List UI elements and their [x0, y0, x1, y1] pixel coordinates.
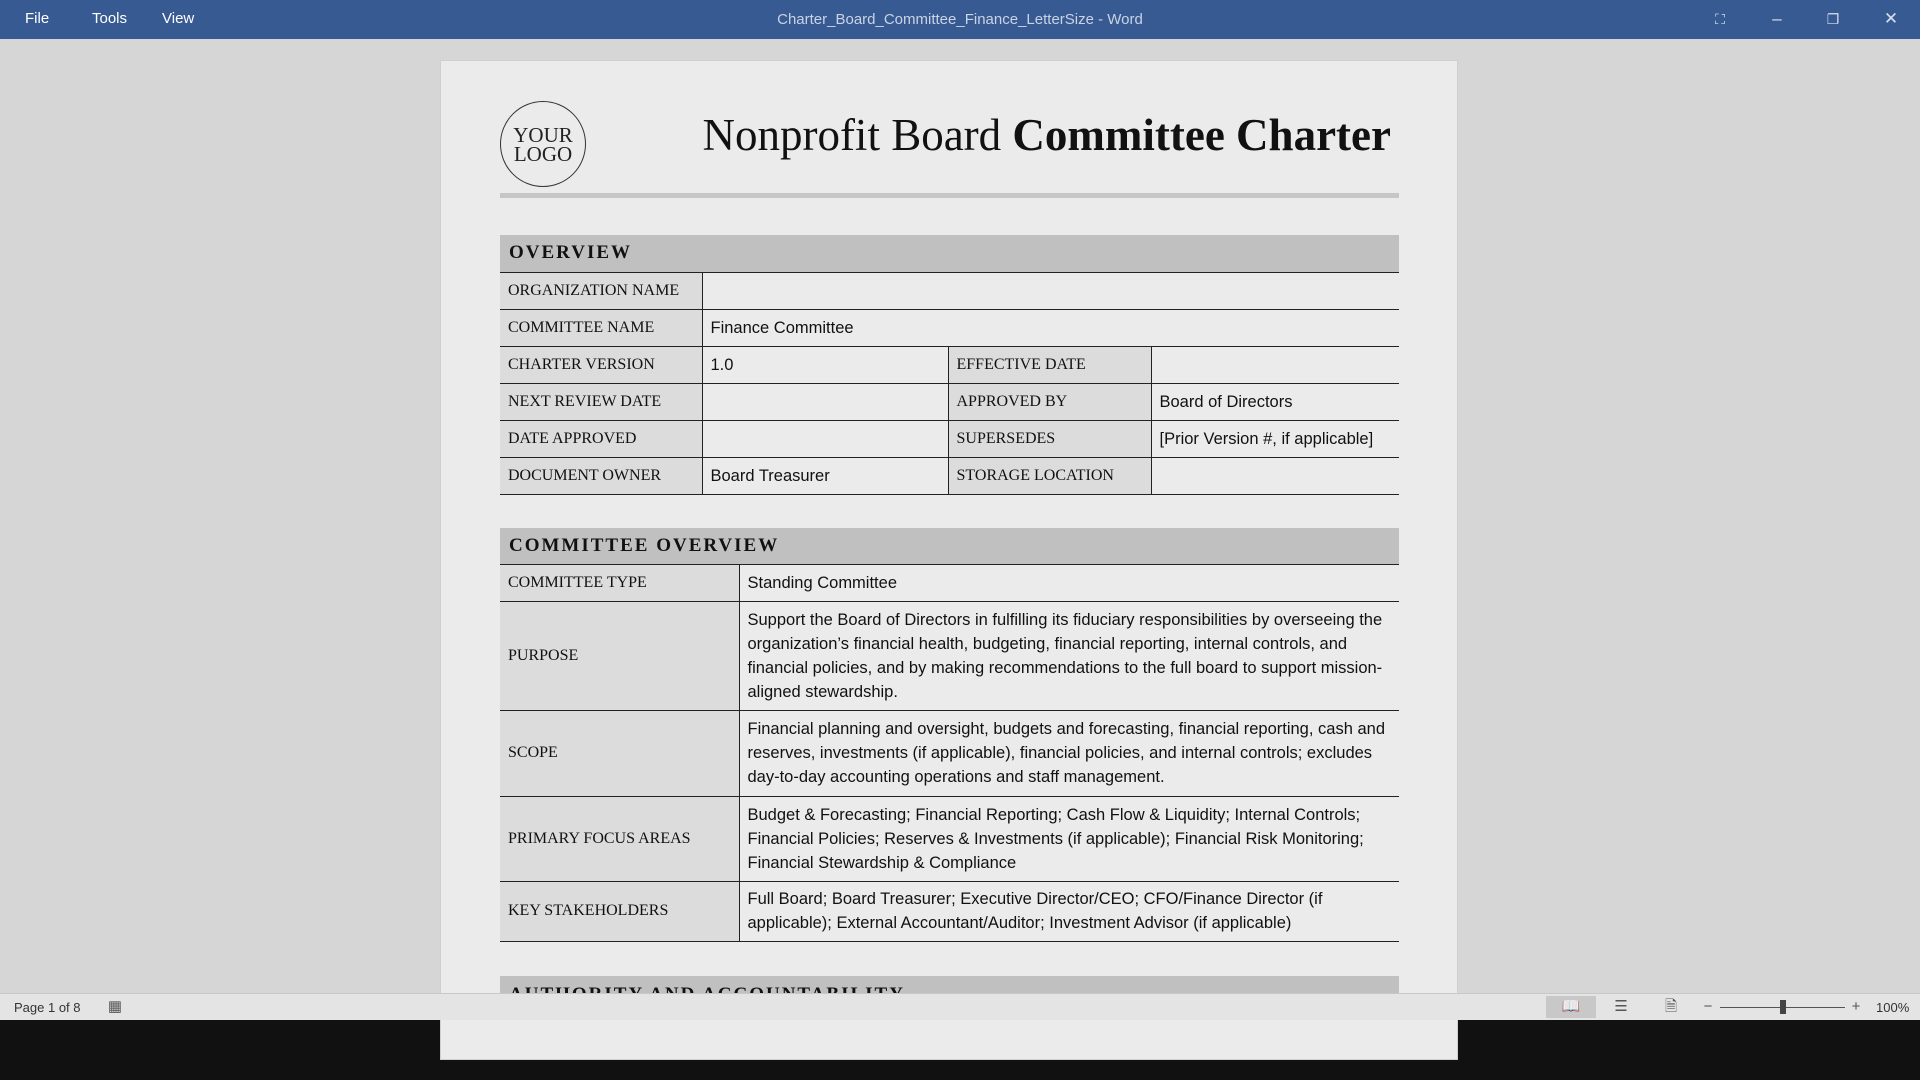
effective-date-label: EFFECTIVE DATE — [948, 346, 1151, 383]
menu-tools[interactable]: Tools — [92, 10, 128, 27]
committee-overview-table — [500, 528, 1399, 942]
storage-location-label: STORAGE LOCATION — [948, 457, 1151, 494]
focus-areas-label: PRIMARY FOCUS AREAS — [500, 796, 739, 881]
committee-overview-heading: COMMITTEE OVERVIEW — [500, 528, 1399, 564]
zoom-out-icon[interactable]: − — [1703, 998, 1713, 1015]
status-bar — [0, 993, 1920, 1020]
document-owner-field[interactable]: Board Treasurer — [702, 457, 948, 494]
next-review-label: NEXT REVIEW DATE — [500, 383, 702, 420]
fullscreen-icon[interactable]: ⛶ — [1715, 11, 1725, 27]
storage-location-field[interactable] — [1151, 457, 1399, 494]
date-approved-field[interactable] — [702, 420, 948, 457]
minimize-icon[interactable]: – — [1772, 9, 1782, 28]
read-mode-icon[interactable]: 📖 — [1546, 996, 1596, 1018]
stakeholders-label: KEY STAKEHOLDERS — [500, 881, 739, 941]
purpose-field[interactable]: Support the Board of Directors in fulfilling its fiduciary responsibilities by overseeing the organization’s financial health, budgeting, financial reporting, internal controls, and financial policies, and by making recommendations to the full board to support mission-aligned stewardship. — [739, 601, 1399, 710]
print-layout-icon[interactable]: ☰ — [1614, 998, 1628, 1015]
org-name-label: ORGANIZATION NAME — [500, 272, 702, 309]
logo-text-line: YOUR — [513, 123, 573, 147]
document-workspace[interactable] — [0, 39, 1920, 993]
menu-view[interactable]: View — [162, 10, 195, 27]
logo-placeholder — [500, 101, 586, 187]
menu-file[interactable]: File — [25, 10, 50, 27]
committee-name-field[interactable]: Finance Committee — [702, 309, 1399, 346]
close-icon[interactable]: ✕ — [1883, 9, 1899, 28]
zoom-level[interactable]: 100% — [1876, 1000, 1910, 1015]
title-bar — [0, 0, 1920, 39]
effective-date-field[interactable] — [1151, 346, 1399, 383]
restore-icon[interactable]: ❐ — [1826, 11, 1840, 27]
approved-by-label: APPROVED BY — [948, 383, 1151, 420]
document-page[interactable] — [440, 60, 1458, 1060]
next-review-field[interactable] — [702, 383, 948, 420]
web-layout-icon[interactable]: 🗎 — [1664, 998, 1678, 1015]
committee-name-label: COMMITTEE NAME — [500, 309, 702, 346]
supersedes-field[interactable]: [Prior Version #, if applicable] — [1151, 420, 1399, 457]
overview-heading: OVERVIEW — [500, 235, 1399, 272]
supersedes-label: SUPERSEDES — [948, 420, 1151, 457]
purpose-label: PURPOSE — [500, 601, 739, 710]
scope-label: SCOPE — [500, 710, 739, 796]
window-title: Charter_Board_Committee_Finance_LetterSize - Word — [777, 11, 1143, 28]
focus-areas-field[interactable]: Budget & Forecasting; Financial Reporting; Cash Flow & Liquidity; Internal Controls; Financial Policies; Reserves & Investments (if applicable); Financial Risk Monitoring; Financial Stewardship & Compliance — [739, 796, 1399, 881]
committee-type-label: COMMITTEE TYPE — [500, 564, 739, 601]
stakeholders-field[interactable]: Full Board; Board Treasurer; Executive Director/CEO; CFO/Finance Director (if applicable); External Accountant/Auditor; Investment Advisor (if applicable) — [739, 881, 1399, 941]
logo-text-line: LOGO — [513, 142, 573, 166]
document-title — [702, 109, 1391, 161]
org-name-field[interactable] — [702, 272, 1399, 309]
title-regular: Nonprofit Board — [702, 110, 1013, 160]
committee-type-field[interactable]: Standing Committee — [739, 564, 1399, 601]
approved-by-field[interactable]: Board of Directors — [1151, 383, 1399, 420]
title-divider — [500, 193, 1399, 198]
proofing-icon[interactable]: ▦ — [107, 998, 123, 1015]
date-approved-label: DATE APPROVED — [500, 420, 702, 457]
scope-field[interactable]: Financial planning and oversight, budgets and forecasting, financial reporting, cash and reserves, investments (if applicable), financial policies, and internal controls; excludes day-to-day accounting operations and staff management. — [739, 710, 1399, 796]
overview-table — [500, 235, 1399, 495]
document-owner-label: DOCUMENT OWNER — [500, 457, 702, 494]
zoom-in-icon[interactable]: + — [1851, 998, 1861, 1015]
charter-version-field[interactable]: 1.0 — [702, 346, 948, 383]
charter-version-label: CHARTER VERSION — [500, 346, 702, 383]
page-indicator[interactable]: Page 1 of 8 — [14, 1000, 81, 1015]
zoom-slider-thumb[interactable] — [1780, 1000, 1786, 1014]
title-bold: Committee Charter — [1012, 110, 1391, 160]
